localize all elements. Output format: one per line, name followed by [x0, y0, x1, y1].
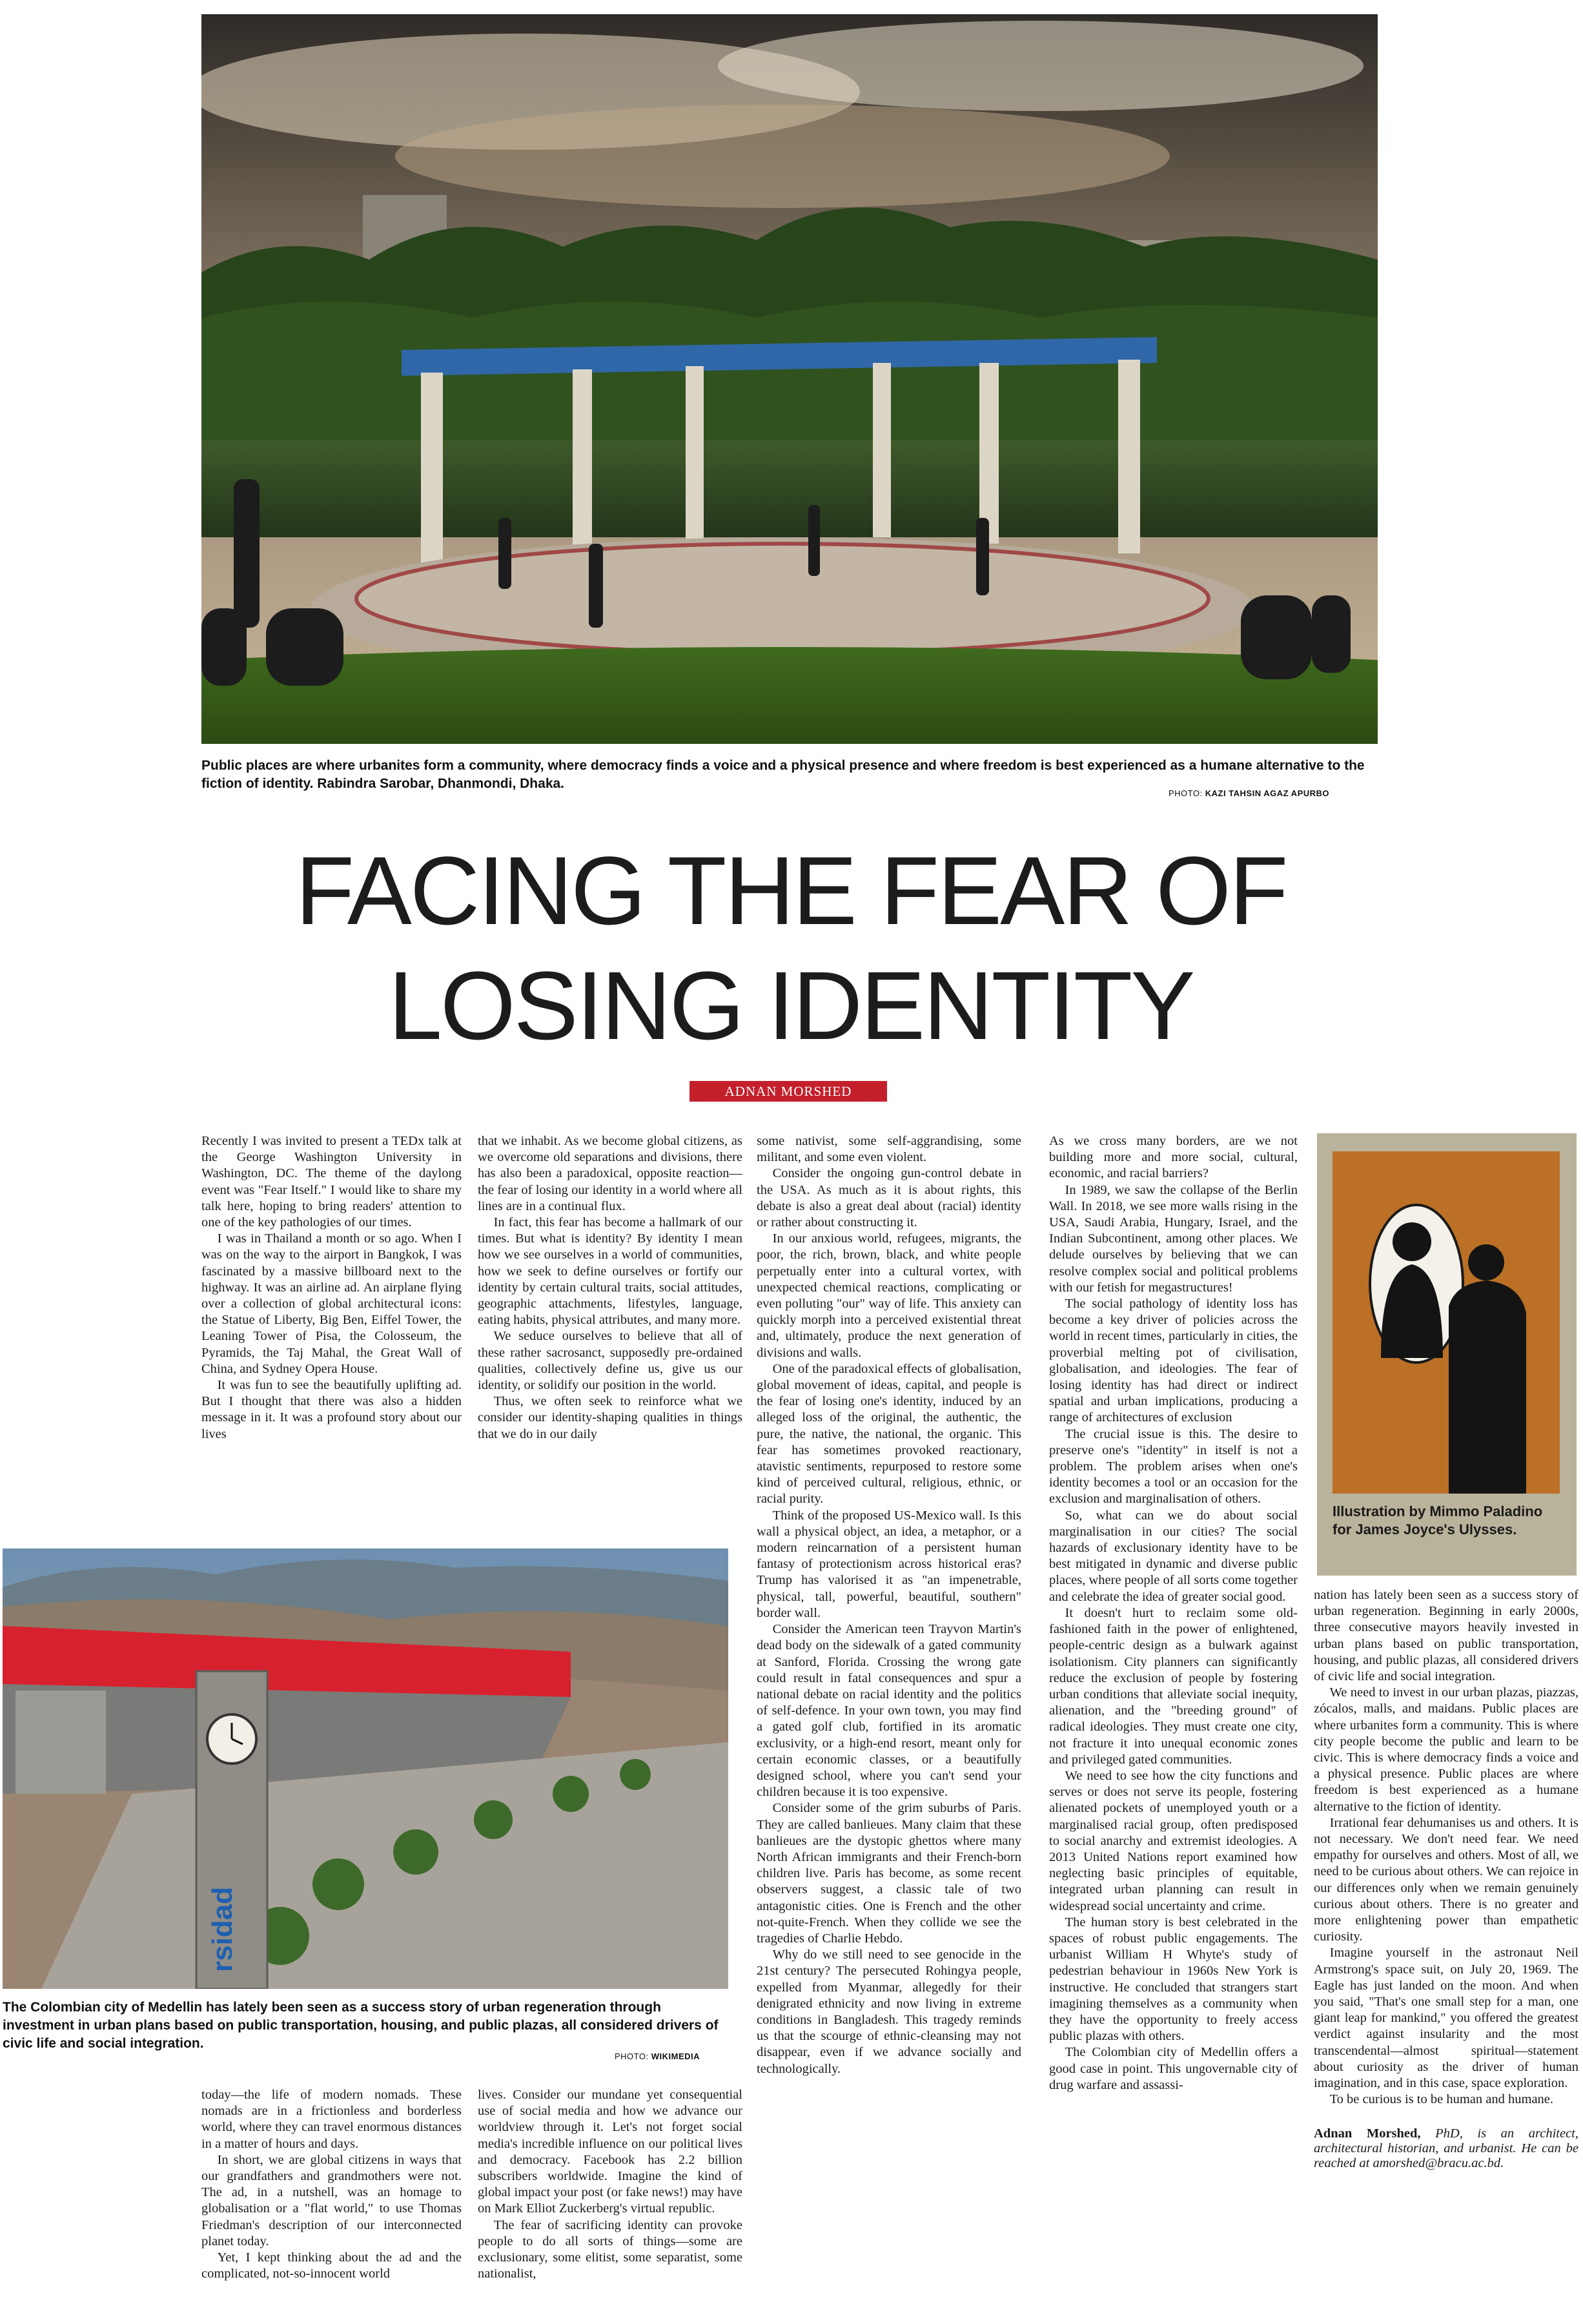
top-photo: [201, 14, 1378, 744]
credit-name: KAZI TAHSIN AGAZ APURBO: [1205, 788, 1330, 798]
author-bio: PhD, is an architect, architectural historian, and urbanist. He can be reached at amorshed@bracu.ac.bd.: [1314, 2126, 1578, 2170]
paragraph: We need to invest in our urban plazas, piazzas, zócalos, malls, and maidans. Public places are where urbanites form a community. This is where city people become the public and learn to be civic. This is where democracy finds a voice and a physical presence. Public places are where freedom is best experienced as a humane alternative to the fiction of identity.: [1314, 1685, 1578, 1814]
column-3: [757, 1133, 1021, 2077]
paragraph: Think of the proposed US-Mexico wall. Is this wall a physical object, an idea, a metaphor, or a modern reincarnation of a persistent human fantasy of protectionism across historical eras? Trump has valorised it as "an impenetrable, physical, tall, powerful, beautiful, southern" border wall.: [757, 1508, 1021, 1620]
medellin-photo-illustration: [3, 1548, 728, 1989]
medellin-credit: [615, 2051, 731, 2061]
paragraph: It doesn't hurt to reclaim some old-fashioned faith in the power of enlightened, people-centric design as a bulwark against isolationism. City planners can significantly reduce the exclusion of people by fostering urban conditions that alleviate social inequity, alienation, and the "breeding ground" of radical ideologies. They must create one city, not fracture it into unequal economic zones and privileged gated communities.: [1049, 1605, 1298, 1767]
paragraph: Why do we still need to see genocide in the 21st century? The persecuted Rohingya people, expelled from Myanmar, allegedly for their denigrated ethnicity and now living in extreme conditions in Bangladesh. This tragedy reminds us that the scourge of ethnic-cleansing may not disappear, even if we advance socially and technologically.: [757, 1948, 1021, 2076]
top-photo-illustration: [201, 14, 1378, 744]
top-photo-credit: [1169, 788, 1382, 798]
credit-label: PHOTO:: [615, 2051, 649, 2061]
column-1-bottom: [201, 2087, 462, 2282]
paragraph: Thus, we often seek to reinforce what we consider our identity-shaping qualities in things that we do in our daily: [478, 1394, 742, 1441]
paragraph: It was fun to see the beautifully uplifting ad. But I thought that there was also a hidden message in it. It was a profound story about our lives: [201, 1378, 462, 1441]
paragraph: So, what can we do about social marginalisation in our cities? The social hazards of exclusionary identity have to be best mitigated in dynamic and diverse public places, where people of all sorts come together and celebrate the idea of greater social good.: [1049, 1508, 1298, 1604]
paragraph: Consider the American teen Trayvon Martin's dead body on the sidewalk of a gated community at Sanford, Florida. Crossing the wrong gate could result in fatal consequences and spur a national debate on racial identity and the politics of self-defence. In your own town, you may find a gated golf club, fortified in its aromatic exclusivity, or a high-end resort, meant only for certain economic classes, or a beautifully designed school, where you can't send your children because it is too expensive.: [757, 1622, 1021, 1800]
tower-lettering: rsidad: [207, 1886, 238, 1973]
paragraph: In short, we are global citizens in ways that our grandfathers and grandmothers were not. The ad, in a nutshell, was an homage to globalisation or a "flat world," to use Thomas Friedman's description of our interconnected planet today.: [201, 2152, 462, 2248]
column-2-top: [478, 1133, 742, 1443]
credit-label: PHOTO:: [1169, 788, 1203, 798]
column-4: [1049, 1133, 1298, 2093]
paragraph: One of the paradoxical effects of globalisation, global movement of ideas, capital, and people is the fear of losing one's identity, induced by an alleged loss of the original, the authentic, the pure, the native, the national, the organic. This fear has sometimes provoked reactionary, atavistic sentiments, repurposed to restore some kind of perceived cultural, religious, ethnic, or racial purity.: [757, 1361, 1021, 1506]
paragraph: We need to see how the city functions and serves or does not serve its people, fostering alienated pockets of unemployed youth or a marginalised racial group, often predisposed to social anarchy and extremist ideologies. A 2013 United Nations report examined how neglecting basic principles of equitable, integrated urban planning can result in widespread social uncertainty and crime.: [1049, 1768, 1298, 1913]
paragraph: The Colombian city of Medellin offers a good case in point. This ungovernable city of drug warfare and assassi-: [1049, 2045, 1298, 2092]
paragraph: The fear of sacrificing identity can provoke people to do all sorts of things—some are exclusionary, some elitist, some separatist, some nationalist,: [478, 2217, 742, 2281]
paragraph: To be curious is to be human and humane.: [1329, 2092, 1554, 2107]
illustration-image: [1333, 1151, 1560, 1494]
paragraph: Imagine yourself in the astronaut Neil Armstrong's space suit, on July 20, 1969. The Eagle has just landed on the moon. And when you said, "That's one small step for a man, one giant leap for mankind," you offered the greatest verdict against insularity and the most transcendental—almost spiritual—statement about curiosity as the driver of human imagination, and in this case, space exploration.: [1314, 1946, 1578, 2091]
author-note: [1314, 2126, 1578, 2171]
sidebar-box: [1317, 1133, 1577, 1576]
paragraph: In fact, this fear has become a hallmark of our times. But what is identity? By identity I mean how we see ourselves in a world of communities, how we seek to define ourselves or fortify our identity by certain cultural traits, social attitudes, geographic attachments, lifestyles, language, eating habits, physical attributes, and many more.: [478, 1215, 742, 1328]
headline-line-1: FACING THE FEAR OF: [295, 836, 1287, 945]
medellin-photo: [3, 1548, 728, 1989]
sidebar-caption: Illustration by Mimmo Paladino for James Joyce's Ulysses.: [1333, 1503, 1543, 1537]
paragraph: Irrational fear dehumanises us and others. It is not necessary. We don't need fear. We need empathy for ourselves and others. Most of all, we need to be curious about others. We can rejoice in our differences only when we remain genuinely curious about others. There is no greater and more enlightening power than empathetic curiosity.: [1314, 1815, 1578, 1944]
paragraph: that we inhabit. As we become global citizens, as we overcome old separations and divisions, there has also been a paradoxical, opposite reaction—the fear of losing our identity in a world where all lines are in a continual flux.: [478, 1134, 742, 1213]
column-2-bottom: [478, 2087, 742, 2282]
paragraph: In 1989, we saw the collapse of the Berlin Wall. In 2018, we see more walls rising in the USA, Saudi Arabia, Hungary, Israel, and the Indian Subcontinent, among other places. We delude ourselves by believing that we can resolve complex social and political problems with our fetish for megastructures!: [1049, 1182, 1298, 1295]
headline: [148, 833, 1433, 1063]
credit-name: WIKIMEDIA: [651, 2051, 700, 2061]
paragraph: As we cross many borders, are we not building more and more social, cultural, economic, and racial barriers?: [1049, 1134, 1298, 1181]
column-5: [1314, 1587, 1578, 2171]
column-1-top: [201, 1133, 462, 1443]
headline-line-2: LOSING IDENTITY: [388, 951, 1194, 1060]
byline: ADNAN MORSHED: [689, 1081, 887, 1102]
paragraph: The crucial issue is this. The desire to preserve one's "identity" in itself is not a problem. The problem arises when one's identity becomes a tool or an occasion for the exclusion and marginalisation of others.: [1049, 1426, 1298, 1506]
paragraph: Recently I was invited to present a TEDx talk at the George Washington University in Washington, DC. The theme of the daylong event was "Fear Itself." I would like to share my talk here, hoping to bring readers' attention to one of the key pathologies of our times.: [201, 1134, 462, 1230]
paragraph: nation has lately been seen as a success story of urban regeneration. Beginning in early 2000s, three consecutive mayors heavily invested in urban plans based on public transportation, housing, and public plazas, all considered drivers of civic life and social integration.: [1314, 1588, 1578, 1684]
paragraph: The social pathology of identity loss has become a key driver of policies across the world in recent times, particularly in cities, the proverbial melting pot of civilisation, globalisation, and ideologies. The fear of losing identity has had direct or indirect spatial and urban implications, producing a range of architectures of exclusion: [1049, 1297, 1298, 1425]
paragraph: Yet, I kept thinking about the ad and the complicated, not-so-innocent world: [201, 2250, 462, 2281]
author-name: Adnan Morshed,: [1314, 2126, 1421, 2141]
paragraph: Consider some of the grim suburbs of Paris. They are called banlieues. Many claim that these banlieues are the dystopic ghettos where many North African immigrants and their French-born children live. Paris has become, as some recent observers suggest, a classic tale of two antagonistic cities. One is French and the other not-quite-French. When they collide we see the tragedies of Charlie Hebdo.: [757, 1801, 1021, 1946]
paragraph: I was in Thailand a month or so ago. When I was on the way to the airport in Bangkok, I was fascinated by a massive billboard next to the highway. It was an airline ad. An airplane flying over a collection of global architectural icons: the Statue of Liberty, Big Ben, Eiffel Tower, the Leaning Tower of Pisa, the Colosseum, the Pyramids, the Taj Mahal, the Great Wall of China, and Sydney Opera House.: [201, 1231, 462, 1376]
paragraph: We seduce ourselves to believe that all of these rather sacrosanct, supposedly pre-ordained qualities, collectively define us, give us our identity, or solidify our position in the world.: [478, 1329, 742, 1393]
medellin-caption: The Colombian city of Medellin has lately been seen as a success story of urban regeneration through investment in urban plans based on public transportation, housing, and public plazas, all considered drivers of civic life and social integration.: [3, 2000, 719, 2051]
paragraph: The human story is best celebrated in the spaces of robust public engagements. The urbanist William H Whyte's study of pedestrian behaviour in 1960s New York is instructive. He concluded that strangers start imagining themselves as a community when they have the opportunity to freely access public plazas with others.: [1049, 1915, 1298, 2044]
paragraph: lives. Consider our mundane yet consequential use of social media and how we advance our worldview through it. Let's not forget social media's incredible influence on our political lives and democracy. Facebook has 2.2 billion subscribers worldwide. Imagine the kind of global impact your post (or fake news!) may have on Mark Elliot Zuckerberg's virtual republic.: [478, 2088, 742, 2216]
top-photo-caption: Public places are where urbanites form a community, where democracy finds a voice and a physical presence and where freedom is best experienced as a humane alternative to the fiction of identity. Rabindra Sarobar, Dhanmondi, Dhaka.: [201, 758, 1365, 791]
paragraph: today—the life of modern nomads. These nomads are in a frictionless and borderless world, where they can travel enormous distances in a matter of hours and days.: [201, 2088, 462, 2151]
paragraph: In our anxious world, refugees, migrants, the poor, the rich, brown, black, and white people perpetually enter into a cultural vortex, with unexpected chemical reactions, complicating or even polluting "our" way of life. This anxiety can quickly morph into a perceived existential threat and, ultimately, produce the next generation of divisions and walls.: [757, 1231, 1021, 1360]
paragraph: some nativist, some self-aggrandising, some militant, and some even violent.: [757, 1134, 1021, 1165]
paragraph: Consider the ongoing gun-control debate in the USA. As much as it is about rights, this debate is also a great deal about (racial) identity or rather about constructing it.: [757, 1166, 1021, 1230]
